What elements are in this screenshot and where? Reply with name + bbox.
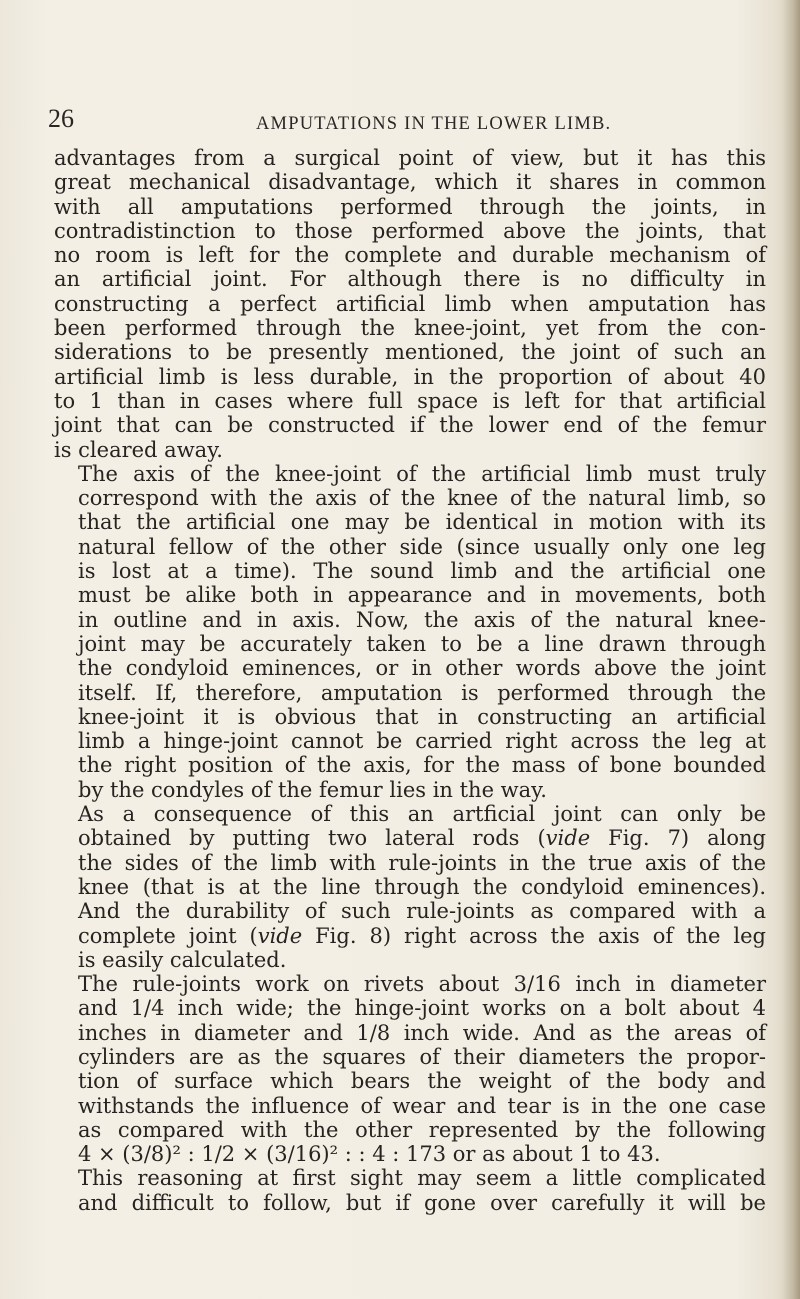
page-number: 26 — [48, 104, 74, 133]
paragraph — [54, 802, 766, 972]
text-line: by the condyles of the femur lies in the way. — [78, 777, 547, 802]
text-line: and difficult to follow, but if gone over carefully it will be — [78, 1190, 766, 1215]
text-line: constructing a perfect artificial limb when amputation has — [54, 291, 766, 316]
text-line: natural fellow of the other side (since usually only one leg — [78, 534, 766, 559]
text-line: knee-joint it is obvious that in constructing an artificial — [78, 704, 766, 729]
paragraph — [54, 146, 766, 462]
latin-reference: vide — [545, 826, 591, 851]
text-line: with all amputations performed through the joints, in — [54, 194, 766, 219]
page-edge-shadow — [782, 0, 800, 1299]
text-line: to 1 than in cases where full space is left for that artificial — [54, 388, 766, 413]
text-line: must be alike both in appearance and in movements, both — [78, 583, 766, 608]
text-line: that the artificial one may be identical in motion with its — [78, 510, 766, 535]
text-line: the condyloid eminences, or in other words above the joint — [78, 656, 766, 681]
text-line: obtained by putting two lateral rods (vide Fig. 7) along — [78, 826, 766, 851]
text-line: an artificial joint. For although there is no difficulty in — [54, 267, 766, 292]
text-line: is easily calculated. — [78, 947, 287, 972]
text-line: The rule-joints work on rivets about 3/16 inch in diameter — [78, 972, 766, 997]
text-line: contradistinction to those performed above the joints, that — [54, 218, 766, 243]
latin-reference: vide — [257, 923, 303, 948]
text-line: joint that can be constructed if the lower end of the femur — [54, 413, 766, 438]
paragraph — [54, 462, 766, 802]
text-line: in outline and in axis. Now, the axis of the natural knee- — [78, 607, 766, 632]
text-line: siderations to be presently mentioned, the joint of such an — [54, 340, 766, 365]
text-line: And the durability of such rule-joints as compared with a — [78, 899, 766, 924]
text-line: is lost at a time). The sound limb and the artificial one — [78, 559, 766, 584]
text-line: no room is left for the complete and durable mechanism of — [54, 243, 766, 268]
text-line: itself. If, therefore, amputation is performed through the — [78, 680, 766, 705]
paragraph — [54, 1166, 766, 1215]
text-line: tion of surface which bears the weight of the body and — [78, 1069, 766, 1094]
text-line: is cleared away. — [54, 437, 223, 462]
text-line: As a consequence of this an artficial joint can only be — [78, 802, 766, 827]
formula-line: 4 × (3/8)² : 1/2 × (3/16)² : : 4 : 173 or as about 1 to 43. — [78, 1142, 661, 1167]
text-line: cylinders are as the squares of their diameters the propor- — [78, 1044, 766, 1069]
body-text — [54, 146, 766, 1215]
text-line: limb a hinge-joint cannot be carried right across the leg at — [78, 729, 766, 754]
text-line: joint may be accurately taken to be a line drawn through — [78, 631, 766, 656]
text-line: great mechanical disadvantage, which it shares in common — [54, 170, 766, 195]
text-line: and 1/4 inch wide; the hinge-joint works on a bolt about 4 — [78, 996, 766, 1021]
text-line: the sides of the limb with rule-joints in the true axis of the — [78, 850, 766, 875]
text-line: been performed through the knee-joint, yet from the con- — [54, 316, 766, 341]
text-line: This reasoning at first sight may seem a little complicated — [78, 1166, 766, 1191]
paragraph — [54, 972, 766, 1166]
text-line: as compared with the other represented by the following — [78, 1117, 766, 1142]
text-line: correspond with the axis of the knee of the natural limb, so — [78, 486, 766, 511]
text-line: complete joint (vide Fig. 8) right across the axis of the leg — [78, 923, 766, 948]
text-line: advantages from a surgical point of view, but it has this — [54, 146, 766, 170]
text-line: artificial limb is less durable, in the proportion of about 40 — [54, 364, 766, 389]
text-line: inches in diameter and 1/8 inch wide. And as the areas of — [78, 1020, 766, 1045]
text-line: the right position of the axis, for the mass of bone bounded — [78, 753, 766, 778]
text-line: withstands the influence of wear and tear is in the one case — [78, 1093, 766, 1118]
text-line: The axis of the knee-joint of the artificial limb must truly — [78, 461, 766, 486]
text-line: knee (that is at the line through the condyloid eminences). — [78, 874, 766, 899]
running-head: AMPUTATIONS IN THE LOWER LIMB. — [256, 114, 612, 134]
